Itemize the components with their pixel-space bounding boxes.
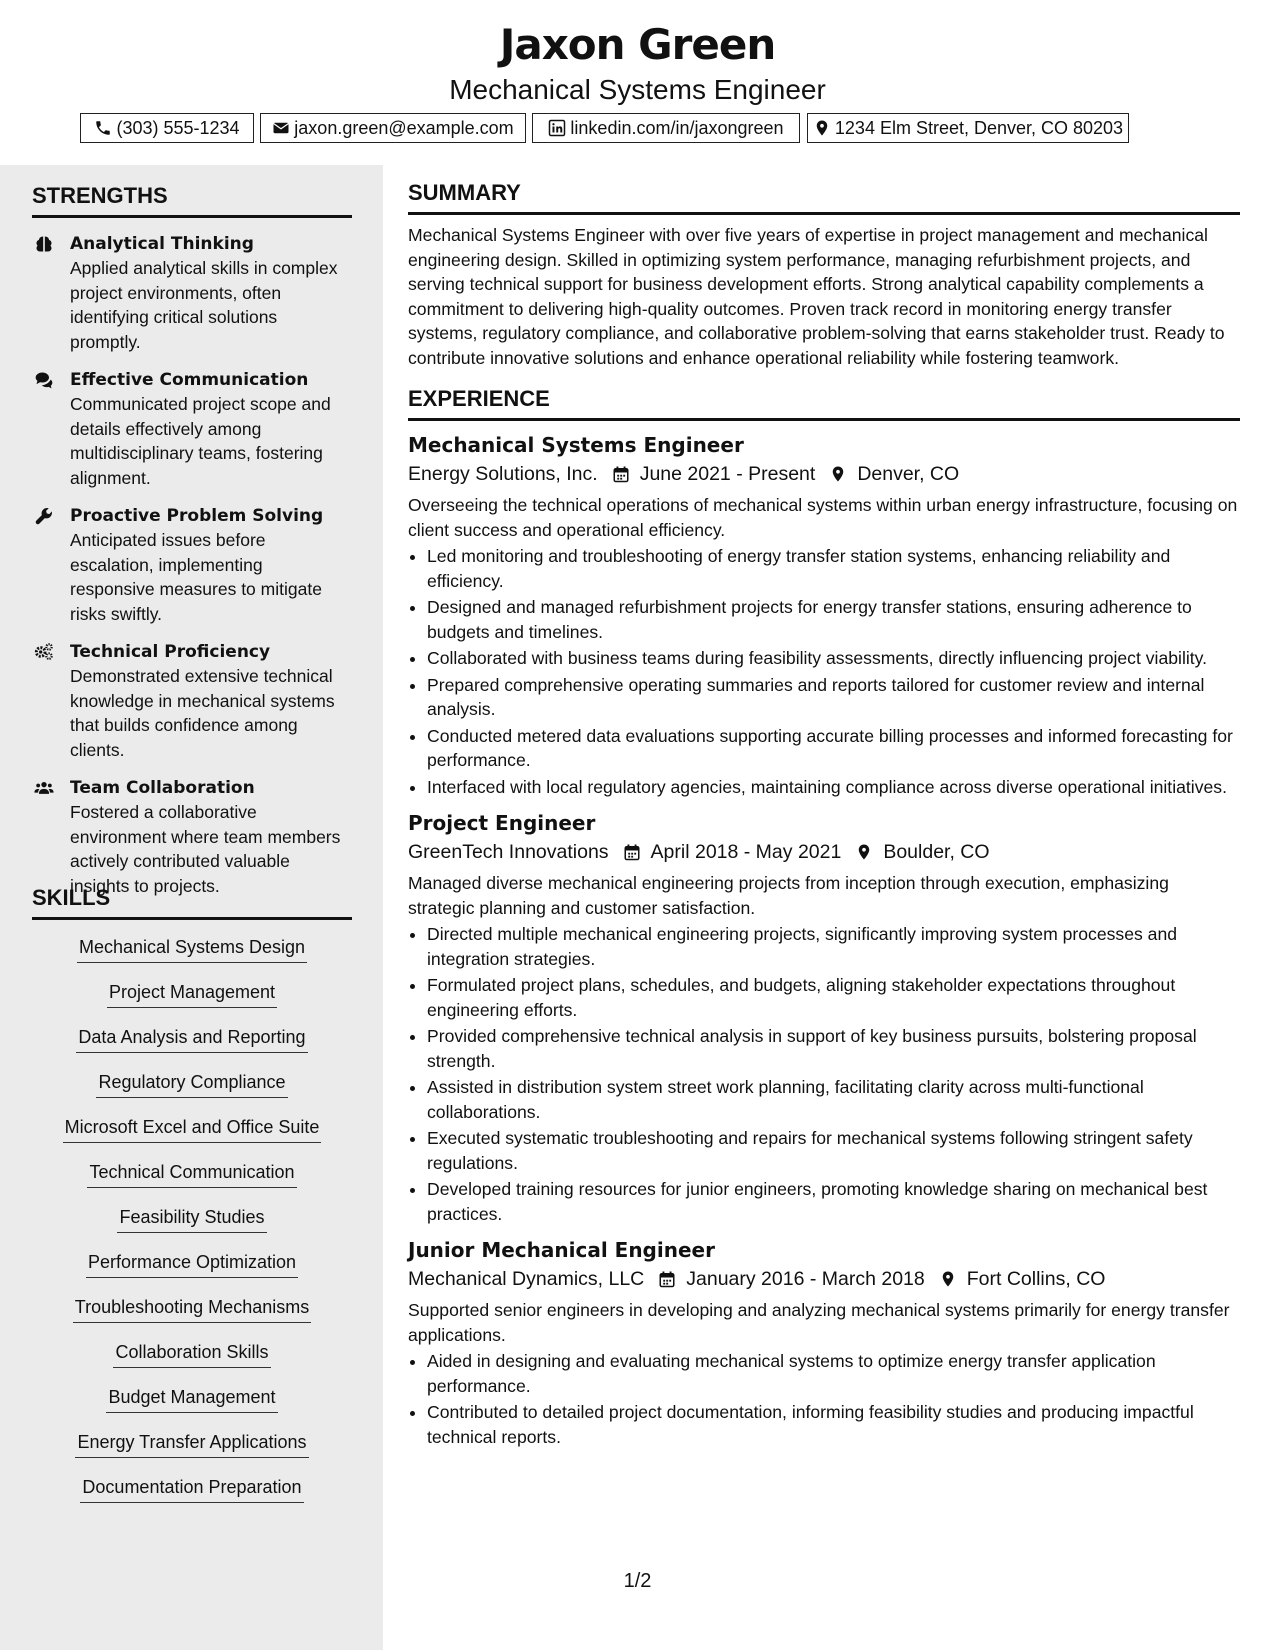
job-meta — [408, 459, 1240, 489]
skill-tag: Project Management — [107, 979, 277, 1008]
job-bullet: • Led monitoring and troubleshooting of energy transfer station systems, enhancing reliability and efficiency. — [427, 544, 1240, 593]
sidebar — [0, 165, 383, 1650]
skill-tag: Energy Transfer Applications — [75, 1429, 308, 1458]
calendar-icon — [658, 1269, 676, 1289]
strength-text: Fostered a collaborative environment where team members actively contributed valuable insights to projects. — [70, 802, 341, 896]
users-icon — [32, 778, 56, 798]
job-company: Energy Solutions, Inc. — [408, 463, 598, 485]
job-description: Supported senior engineers in developing and analyzing mechanical systems primarily for energy transfer applications. — [408, 1300, 1230, 1345]
job-title: Mechanical Systems Engineer — [408, 433, 744, 457]
linkedin-icon — [548, 119, 566, 137]
page-number: 1/2 — [623, 1570, 652, 1592]
skill-tag: Microsoft Excel and Office Suite — [63, 1114, 322, 1143]
strength-title: Effective Communication — [70, 370, 309, 390]
job-meta — [408, 1264, 1240, 1294]
skill-tag: Budget Management — [106, 1384, 277, 1413]
job-title: Junior Mechanical Engineer — [408, 1238, 715, 1262]
candidate-name: Jaxon Green — [499, 20, 776, 69]
strength-item — [32, 368, 352, 490]
job-bullet: • Assisted in distribution system street work planning, facilitating clarity across multi-functional collaborations. — [427, 1075, 1240, 1124]
skill-tag: Documentation Preparation — [80, 1474, 303, 1503]
job-entry — [408, 809, 1240, 1226]
strength-title: Team Collaboration — [70, 778, 255, 798]
gears-icon — [32, 642, 56, 662]
contact-phone-text: (303) 555-1234 — [116, 118, 240, 138]
envelope-icon — [272, 119, 290, 137]
skill-tag: Technical Communication — [87, 1159, 296, 1188]
location-pin-icon — [939, 1269, 957, 1289]
job-dates: January 2016 - March 2018 — [686, 1268, 925, 1290]
job-location: Boulder, CO — [883, 841, 990, 863]
summary-section — [408, 180, 1240, 370]
job-bullet: • Designed and managed refurbishment projects for energy transfer stations, ensuring adherence to budgets and timelines. — [427, 595, 1240, 644]
resume-header — [0, 0, 1275, 165]
strengths-title: STRENGTHS — [32, 183, 352, 218]
location-pin-icon — [855, 842, 873, 862]
strength-item — [32, 776, 352, 898]
strength-title: Proactive Problem Solving — [70, 506, 324, 526]
experience-section — [408, 386, 1240, 1449]
skill-tag: Troubleshooting Mechanisms — [73, 1294, 311, 1323]
job-bullet: • Formulated project plans, schedules, and budgets, aligning stakeholder expectations throughout engineering efforts. — [427, 973, 1240, 1022]
job-meta — [408, 837, 1240, 867]
strength-text: Applied analytical skills in complex project environments, often identifying critical solutions promptly. — [70, 258, 338, 352]
summary-text: Mechanical Systems Engineer with over five years of expertise in project management and mechanical engineering design. Skilled in optimizing system performance, managing refurbishment projects, and serving technical support for business development efforts. Strong analytical capability complements a commitment to delivering high-quality outcomes. Proven track record in monitoring energy transfer systems, regulatory compliance, and collaborative problem-solving that earns stakeholder trust. Ready to contribute innovative solutions and enhance operational reliability while fostering teamwork. — [408, 225, 1225, 368]
job-bullet: • Provided comprehensive technical analysis in support of key business pursuits, bolstering proposal strength. — [427, 1024, 1240, 1073]
contact-email[interactable] — [260, 113, 526, 143]
strength-title: Analytical Thinking — [70, 234, 254, 254]
job-description: Overseeing the technical operations of mechanical systems within urban energy infrastructure, focusing on client success and operational efficiency. — [408, 495, 1238, 540]
experience-title: EXPERIENCE — [408, 386, 1240, 421]
job-location: Denver, CO — [857, 463, 960, 485]
location-pin-icon — [813, 119, 831, 137]
job-bullets — [408, 922, 1240, 1226]
job-company: Mechanical Dynamics, LLC — [408, 1268, 645, 1290]
job-bullet: • Conducted metered data evaluations supporting accurate billing processes and informed forecasting for performance. — [427, 724, 1240, 773]
job-bullet: • Interfaced with local regulatory agencies, maintaining compliance across diverse operational initiatives. — [427, 775, 1240, 800]
contact-linkedin-text: linkedin.com/in/jaxongreen — [570, 118, 784, 138]
strength-text: Demonstrated extensive technical knowledge in mechanical systems that builds confidence among clients. — [70, 666, 335, 760]
job-dates: June 2021 - Present — [639, 463, 816, 485]
phone-icon — [94, 119, 112, 137]
job-bullet: • Executed systematic troubleshooting and repairs for mechanical systems following stringent safety regulations. — [427, 1126, 1240, 1175]
contact-address-text: 1234 Elm Street, Denver, CO 80203 — [834, 118, 1124, 138]
strength-item — [32, 232, 352, 354]
job-description: Managed diverse mechanical engineering projects from inception through execution, emphasizing strategic planning and customer satisfaction. — [408, 873, 1169, 918]
strength-item — [32, 504, 352, 626]
strength-text: Anticipated issues before escalation, implementing responsive measures to mitigate risks swiftly. — [70, 530, 322, 624]
calendar-icon — [612, 464, 630, 484]
job-bullet: • Prepared comprehensive operating summaries and reports tailored for customer review and internal analysis. — [427, 673, 1240, 722]
contact-phone[interactable] — [80, 113, 254, 143]
location-pin-icon — [829, 464, 847, 484]
job-bullet: • Developed training resources for junior engineers, promoting knowledge sharing on mechanical best practices. — [427, 1177, 1240, 1226]
job-bullet: • Directed multiple mechanical engineering projects, significantly improving system processes and integration strategies. — [427, 922, 1240, 971]
skill-tag: Feasibility Studies — [117, 1204, 266, 1233]
job-bullets — [408, 1349, 1240, 1449]
strength-item — [32, 640, 352, 762]
brain-icon — [32, 234, 56, 254]
skills-list — [32, 934, 352, 1519]
job-entry — [408, 431, 1240, 799]
wrench-icon — [32, 506, 56, 526]
summary-title: SUMMARY — [408, 180, 1240, 215]
job-entry — [408, 1236, 1240, 1449]
contact-email-text: jaxon.green@example.com — [294, 118, 514, 138]
contact-linkedin[interactable] — [532, 113, 800, 143]
strengths-section — [32, 183, 352, 898]
main-column — [408, 180, 1240, 1451]
job-dates: April 2018 - May 2021 — [650, 841, 842, 863]
contact-address — [807, 113, 1129, 143]
skill-tag: Collaboration Skills — [113, 1339, 270, 1368]
contact-bar — [80, 113, 1190, 145]
job-bullet: • Collaborated with business teams during feasibility assessments, directly influencing project viability. — [427, 646, 1240, 671]
skill-tag: Data Analysis and Reporting — [76, 1024, 307, 1053]
job-bullet: • Contributed to detailed project documentation, informing feasibility studies and producing impactful technical reports. — [427, 1400, 1240, 1449]
skill-tag: Mechanical Systems Design — [77, 934, 307, 963]
chat-bubbles-icon — [32, 370, 56, 390]
skill-tag: Performance Optimization — [86, 1249, 298, 1278]
skill-tag: Regulatory Compliance — [96, 1069, 287, 1098]
skills-title: SKILLS — [32, 885, 352, 920]
job-location: Fort Collins, CO — [966, 1268, 1106, 1290]
job-title: Project Engineer — [408, 811, 596, 835]
skills-section — [32, 885, 352, 1519]
job-company: GreenTech Innovations — [408, 841, 609, 863]
strength-title: Technical Proficiency — [70, 642, 271, 662]
calendar-icon — [623, 842, 641, 862]
strength-text: Communicated project scope and details effectively among multidisciplinary teams, fostering alignment. — [70, 394, 331, 488]
job-bullets — [408, 544, 1240, 799]
job-bullet: • Aided in designing and evaluating mechanical systems to optimize energy transfer application performance. — [427, 1349, 1240, 1398]
candidate-role: Mechanical Systems Engineer — [449, 74, 826, 105]
